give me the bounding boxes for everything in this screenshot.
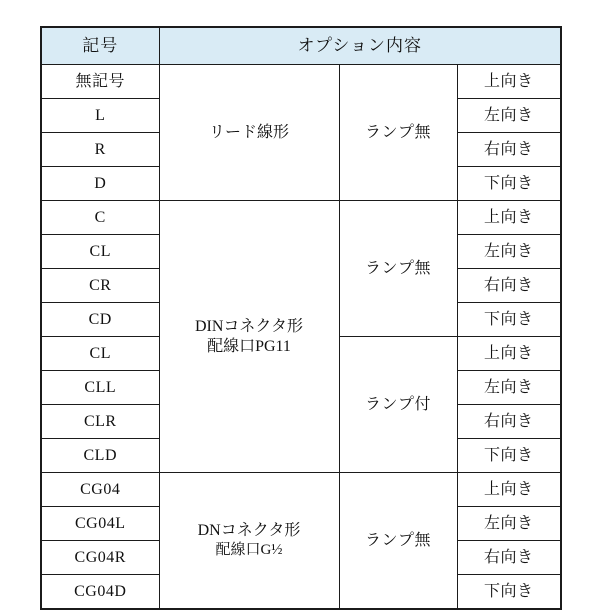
cell-direction: 上向き (457, 337, 561, 371)
cell-type (159, 65, 339, 201)
cell-symbol: CLR (41, 405, 159, 439)
table-row (41, 65, 561, 99)
type-line-1: DNコネクタ形 (197, 522, 301, 540)
column-header-option-content: オプション内容 (159, 27, 561, 65)
cell-symbol: CLD (41, 439, 159, 473)
cell-symbol: CG04R (41, 541, 159, 575)
cell-direction: 左向き (457, 235, 561, 269)
cell-symbol: L (41, 99, 159, 133)
table-body (41, 65, 561, 610)
cell-direction: 右向き (457, 133, 561, 167)
type-line-1: DINコネクタ形 (194, 317, 304, 335)
cell-lamp: ランプ無 (339, 65, 457, 201)
cell-symbol: 無記号 (41, 65, 159, 99)
cell-symbol: CLL (41, 371, 159, 405)
table-row (41, 201, 561, 235)
cell-direction: 右向き (457, 405, 561, 439)
cell-direction: 上向き (457, 65, 561, 99)
cell-direction: 下向き (457, 575, 561, 610)
cell-direction: 左向き (457, 99, 561, 133)
cell-direction: 左向き (457, 507, 561, 541)
cell-direction: 右向き (457, 541, 561, 575)
cell-lamp: ランプ付 (339, 337, 457, 473)
cell-direction: 左向き (457, 371, 561, 405)
table-header-row (41, 27, 561, 65)
option-symbol-table (40, 26, 562, 610)
cell-symbol: CG04L (41, 507, 159, 541)
cell-symbol: C (41, 201, 159, 235)
table-row (41, 473, 561, 507)
cell-symbol: R (41, 133, 159, 167)
cell-lamp: ランプ無 (339, 201, 457, 337)
column-header-symbol: 記号 (41, 27, 159, 65)
cell-symbol: D (41, 167, 159, 201)
cell-lamp: ランプ無 (339, 473, 457, 610)
cell-direction: 上向き (457, 201, 561, 235)
table-header (41, 27, 561, 65)
cell-direction: 下向き (457, 439, 561, 473)
type-line-2: 配線口G½ (215, 542, 283, 559)
type-line-1: リード線形 (208, 123, 289, 141)
cell-type (159, 473, 339, 610)
cell-symbol: CG04D (41, 575, 159, 610)
cell-symbol: CL (41, 235, 159, 269)
cell-direction: 上向き (457, 473, 561, 507)
type-line-2: 配線口PG11 (207, 337, 291, 355)
cell-type (159, 201, 339, 473)
cell-symbol: CR (41, 269, 159, 303)
cell-symbol: CG04 (41, 473, 159, 507)
cell-symbol: CD (41, 303, 159, 337)
cell-direction: 下向き (457, 303, 561, 337)
cell-symbol: CL (41, 337, 159, 371)
cell-direction: 下向き (457, 167, 561, 201)
cell-direction: 右向き (457, 269, 561, 303)
